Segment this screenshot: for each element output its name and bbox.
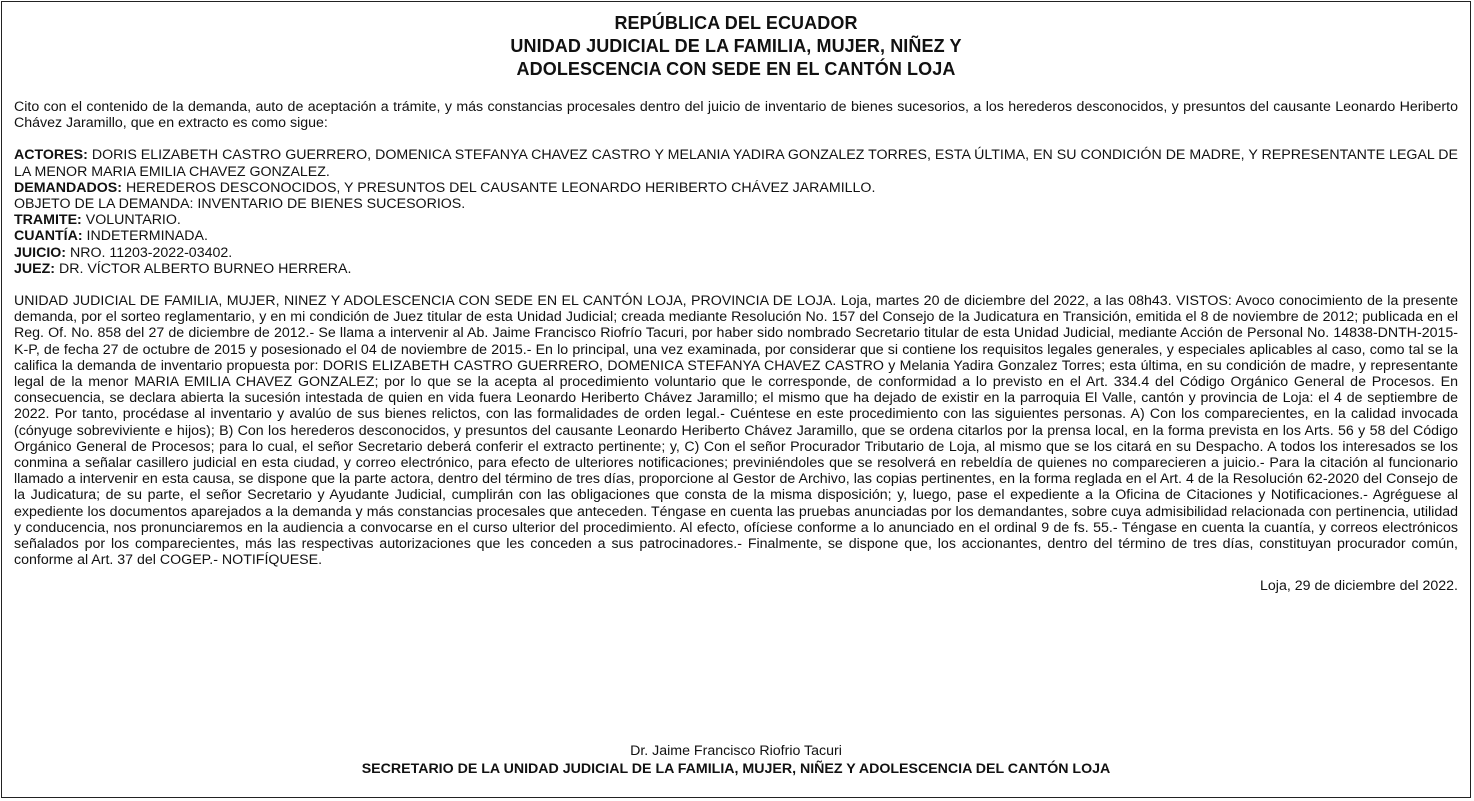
header-line-seat: ADOLESCENCIA CON SEDE EN EL CANTÓN LOJA [516, 59, 956, 79]
signature-name: Dr. Jaime Francisco Riofrio Tacuri [630, 743, 842, 759]
field-objeto: OBJETO DE LA DEMANDA: INVENTARIO DE BIENES SUCESORIOS. [14, 196, 466, 213]
field-juez-label: JUEZ: [14, 260, 55, 277]
field-cuantia-label: CUANTÍA: [14, 228, 83, 245]
signature-title: SECRETARIO DE LA UNIDAD JUDICIAL DE LA FAMILIA, MUJER, NIÑEZ Y ADOLESCENCIA DEL CANTÓN LOJA [361, 761, 1111, 777]
date-line: Loja, 29 de diciembre del 2022. [1260, 578, 1458, 595]
field-juez [14, 261, 1458, 277]
header-line-unit: UNIDAD JUDICIAL DE LA FAMILIA, MUJER, NIÑEZ Y [510, 36, 962, 56]
field-juicio-label: JUICIO: [14, 244, 67, 261]
field-tramite-label: TRAMITE: [14, 212, 82, 229]
document-frame [1, 1, 1471, 798]
field-juicio-value: NRO. 11203-2022-03402. [69, 244, 233, 261]
body-paragraph: UNIDAD JUDICIAL DE FAMILIA, MUJER, NINEZ Y ADOLESCENCIA CON SEDE EN EL CANTÓN LOJA, PROVINCIA DE LOJA. Loja, martes 20 de diciembre del 2022, a las 08h43. VISTOS: Avoco conocimiento de la presente demanda, por el sorteo reglamentario, y en mi condición de Juez titular de esta Unidad Judicial; creada mediante Resolución No. 157 del Consejo de la Judicatura en Transición, emitida el 8 de noviembre de 2012; publicada en el Reg. Of. No. 858 del 27 de diciembre de 2012.- Se llama a intervenir al Ab. Jaime Francisco Riofrío Tacuri, por haber sido nombrado Secretario titular de esta Unidad Judicial, mediante Acción de Personal No. 14838-DNTH-2015-K-P, de fecha 27 de octubre de 2015 y posesionado el 04 de noviembre de 2015.- En lo principal, una vez examinada, por considerar que si contiene los requisitos legales generales, y especiales aplicables al caso, como tal se la califica la demanda de inventario propuesta por: DORIS ELIZABETH CASTRO GUERRERO, DOMENICA STEFANYA CHAVEZ CASTRO y Melania Yadira Gonzalez Torres; esta última, en su condición de madre, y representante legal de la menor MARIA EMILIA CHAVEZ GONZALEZ; por lo que se la acepta al procedimiento voluntario que le corresponde, de conformidad a lo previsto en el Art. 334.4 del Código Orgánico General de Procesos. En consecuencia, se declara abierta la sucesión intestada de quien en vida fuera Leonardo Heriberto Chávez Jaramillo; el mismo que ha dejado de existir en la parroquia El Valle, cantón y provincia de Loja: el 4 de septiembre de 2022. Por tanto, procédase al inventario y avalúo de sus bienes relictos, con las formalidades de orden legal.- Cuéntese en este procedimiento con las siguientes personas. A) Con los comparecientes, en la calidad invocada (cónyuge sobreviviente e hijos); B) Con los herederos desconocidos, y presuntos del causante Leonardo Heriberto Chávez Jaramillo, que se ordena citarlos por la prensa local, en la forma prevista en los Arts. 56 y 58 del Código Orgánico General de Procesos; para lo cual, el señor Secretario deberá conferir el extracto pertinente; y, C) Con el señor Procurador Tributario de Loja, al mismo que se los citará en su Despacho. A todos los interesados se los conmina a señalar casillero judicial en esta ciudad, y correo electrónico, para efecto de ulteriores notificaciones; previniéndoles que se resolverá en rebeldía de quienes no comparecieren a juicio.- Para la citación al funcionario llamado a intervenir en esta causa, se dispone que la parte actora, dentro del término de tres días, proporcione al Gestor de Archivo, las copias pertinentes, en la forma reglada en el Art. 4 de la Resolución 62-2020 del Consejo de la Judicatura; de su parte, el señor Secretario y Ayudante Judicial, cumplirán con las obligaciones que consta de la misma disposición; y, luego, pase el expediente a la Oficina de Citaciones y Notificaciones.- Agréguese al expediente los documentos aparejados a la demanda y más constancias procesales que anteceden. Téngase en cuenta las pruebas anunciadas por los demandantes, sobre cuya admisibilidad relacionada con pertinencia, utilidad y conducencia, nos pronunciaremos en la audiencia a convocarse en el curso ulterior del procedimiento. Al efecto, ofíciese conforme a lo anunciado en el ordinal 9 de fs. 55.- Téngase en cuenta la cuantía, y correos electrónicos señalados por los comparecientes, más las respectivas autorizaciones que les conceden a sus patrocinadores.- Finalmente, se dispone que, los accionantes, dentro del término de tres días, constituyan procurador común, conforme al Art. 37 del COGEP.- NOTIFÍQUESE. [14, 293, 1458, 569]
field-cuantia-value: INDETERMINADA. [86, 228, 208, 245]
field-actores-value: DORIS ELIZABETH CASTRO GUERRERO, DOMENICA STEFANYA CHAVEZ CASTRO Y MELANIA YADIRA GONZALEZ TORRES, ESTA ÚLTIMA, EN SU CONDICIÓN DE MADRE, Y REPRESENTANTE LEGAL DE LA MENOR MARIA EMILIA CHAVEZ GONZALEZ. [14, 147, 1458, 180]
field-juez-value: DR. VÍCTOR ALBERTO BURNEO HERRERA. [58, 260, 352, 277]
field-juicio [14, 245, 1458, 261]
field-tramite-value: VOLUNTARIO. [85, 212, 181, 229]
signature-block [2, 742, 1470, 778]
field-actores [14, 147, 1458, 179]
header-line-country: REPÚBLICA DEL ECUADOR [614, 13, 858, 33]
document-content [14, 99, 1458, 595]
field-tramite [14, 212, 1458, 228]
field-cuantia [14, 228, 1458, 244]
field-demandados-value: HEREDEROS DESCONOCIDOS, Y PRESUNTOS DEL CAUSANTE LEONARDO HERIBERTO CHÁVEZ JARAMILLO. [125, 179, 876, 196]
field-actores-label: ACTORES: [14, 147, 88, 164]
case-fields [14, 147, 1458, 277]
field-demandados-label: DEMANDADOS: [14, 179, 122, 196]
field-demandados [14, 180, 1458, 196]
document-header [2, 12, 1470, 81]
intro-paragraph: Cito con el contenido de la demanda, auto de aceptación a trámite, y más constancias procesales dentro del juicio de inventario de bienes sucesorios, a los herederos desconocidos, y presuntos del causante Leonardo Heriberto Chávez Jaramillo, que en extracto es como sigue: [14, 99, 1458, 132]
